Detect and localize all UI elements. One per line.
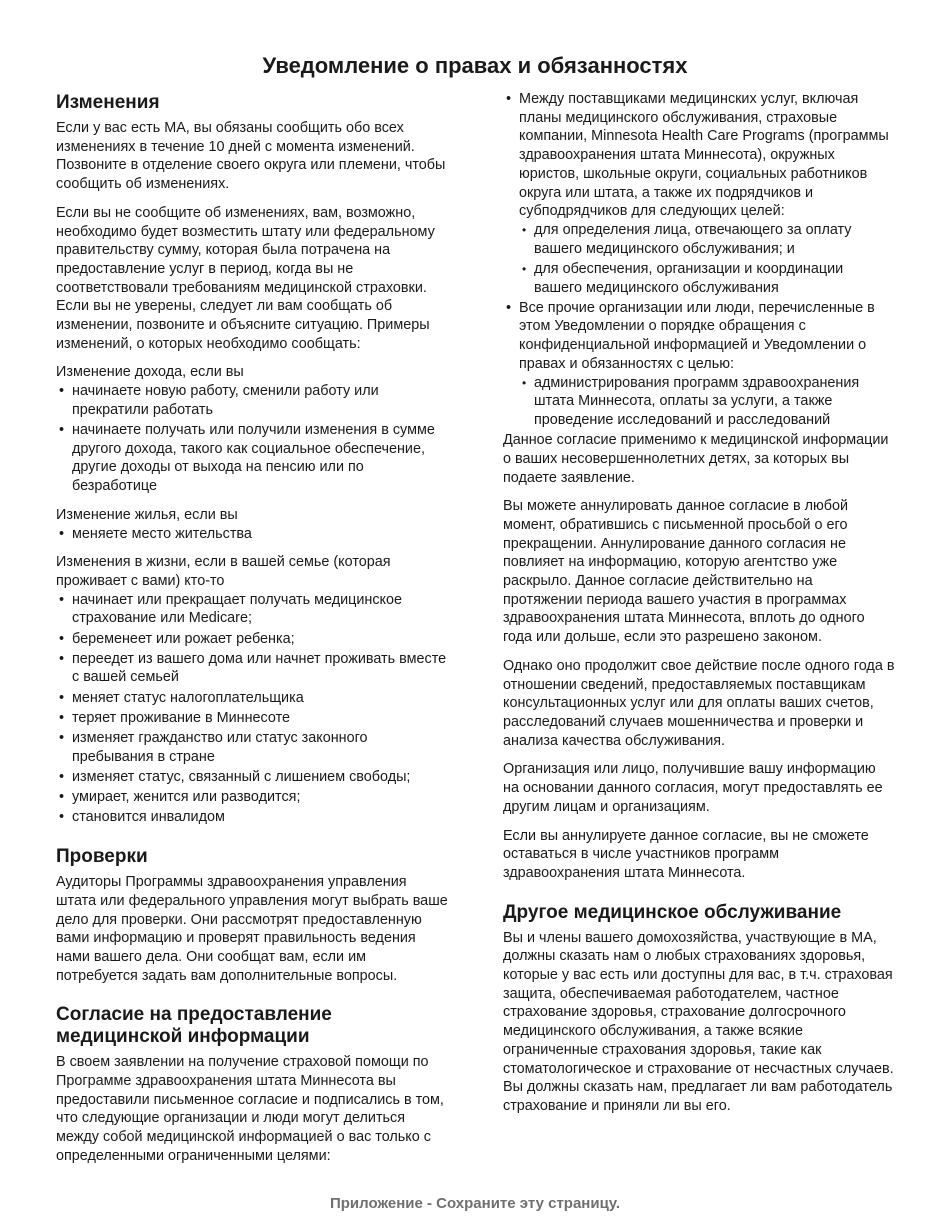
footer-note: Приложение - Сохраните эту страницу. — [329, 1195, 620, 1212]
income-list — [56, 382, 448, 496]
list-item: • начинает или прекращает получать медицинское страхование или Medicare; — [56, 591, 448, 628]
consent-continue-paragraph: Однако оно продолжит свое действие после одного года в отношении сведений, предоставляемых поставщикам консультационных услуг или для оплаты ваших счетов, расследований случаев мошенничества и проверки и анализа качества обслуживания. — [503, 657, 895, 749]
list-item — [503, 90, 895, 297]
changes-paragraph-1: Если у вас есть МА, вы обязаны сообщить обо всех изменениях в течение 10 дней с момента изменений. Позвоните в отделение своего округа или племени, чтобы сообщить об изменениях. — [56, 120, 446, 193]
right-column — [503, 90, 895, 1126]
sub-list-item: • для определения лица, отвечающего за оплату вашего медицинского обслуживания; и — [519, 221, 895, 258]
list-item-text: Между поставщиками медицинских услуг, включая планы медицинского обслуживания, страховые компании, Minnesota Health Care Programs (программы здравоохранения штата Миннесота), окружных юристов, школьные округи, социальных работников округа или штата, а также их подрядчиков и субподрядчиков для следующих целей: — [519, 91, 889, 220]
other-coverage-paragraph: Вы и члены вашего домохозяйства, участвующие в МА, должны сказать нам о любых страхованиях здоровья, которые у вас есть или доступны для вас, в т.ч. страховая защита, обеспечиваемая работодателем, частное страхование здоровья, страхование долгосрочного медицинского обслуживания, а также всякие ограниченные страхования здоровья, такие как стоматологическое и страхование от несчастных случаев. Вы должны сказать нам, предлагает ли вам работодатель страхование и приняли ли вы его. — [503, 929, 894, 1114]
consent-cancel-paragraph: Если вы аннулируете данное согласие, вы не сможете оставаться в числе участников программ здравоохранения штата Миннесота. — [503, 827, 869, 881]
list-item: • изменяет гражданство или статус законного пребывания в стране — [56, 729, 448, 766]
consent-heading: Согласие на предоставление медицинской информации — [56, 1004, 332, 1048]
page-title: Уведомление о правах и обязанностях — [262, 53, 688, 78]
list-item: • становится инвалидом — [56, 808, 448, 827]
sub-list-item: • администрирования программ здравоохранения штата Миннесота, оплаты за услуги, а также проведение исследований и расследований — [519, 374, 895, 430]
list-item: • изменяет статус, связанный с лишением свободы; — [56, 768, 448, 787]
sub-list — [519, 221, 895, 297]
life-list — [56, 591, 448, 827]
list-item: • переедет из вашего дома или начнет проживать вместе с вашей семьей — [56, 650, 448, 687]
consent-minors-paragraph: Данное согласие применимо к медицинской информации о ваших несовершеннолетних детях, за которых вы подаете заявление. — [503, 432, 889, 486]
list-item: • теряет проживание в Миннесоте — [56, 709, 448, 728]
life-lead: Изменения в жизни, если в вашей семье (которая проживает с вами) кто-то — [56, 554, 391, 589]
housing-lead: Изменение жилья, если вы — [56, 506, 238, 523]
audits-heading: Проверки — [56, 846, 148, 868]
housing-list — [56, 525, 448, 544]
consent-list — [503, 90, 895, 430]
list-item: • меняет статус налогоплательщика — [56, 689, 448, 708]
left-column — [56, 90, 448, 1176]
list-item: • начинаете получать или получили изменения в сумме другого дохода, такого как социальное обеспечение, другие доходы от выхода на пенсию или по безработице — [56, 421, 448, 496]
consent-revoke-paragraph: Вы можете аннулировать данное согласие в любой момент, обратившись с письменной просьбой о его прекращении. Аннулирование данного согласия не повлияет на информацию, которую агентство уже раскрыло. Данное согласие действительно на протяжении периода вашего участия в программах здравоохранения штата Миннесота, вплоть до одного года или дольше, если это разрешено законом. — [503, 498, 865, 646]
changes-heading: Изменения — [56, 92, 160, 113]
list-item — [503, 299, 895, 430]
list-item-text: Все прочие организации или люди, перечисленные в этом Уведомлении о порядке обращения с конфиденциальной информацией и Уведомлении о правах и обязанностях с целью: — [519, 299, 875, 372]
sub-list — [519, 374, 895, 430]
consent-share-paragraph: Организация или лицо, получившие вашу информацию на основании данного согласия, могут предоставлять ее другим лицам и организациям. — [503, 761, 883, 815]
consent-paragraph: В своем заявлении на получение страховой помощи по Программе здравоохранения штата Миннесота вы предоставили письменное согласие и подписались в том, что следующие организации и люди могут делиться между собой медицинской информацией о вас только с определенными ограниченными целями: — [56, 1054, 444, 1164]
list-item: • меняете место жительства — [56, 525, 448, 544]
list-item: • умирает, женится или разводится; — [56, 788, 448, 807]
sub-list-item: • для обеспечения, организации и координации вашего медицинского обслуживания — [519, 260, 895, 297]
list-item: • начинаете новую работу, сменили работу или прекратили работать — [56, 382, 448, 419]
list-item: • беременеет или рожает ребенка; — [56, 630, 448, 649]
changes-paragraph-2: Если вы не сообщите об изменениях, вам, возможно, необходимо будет возместить штату или федеральному правительству сумму, которая была потрачена на предоставление услуг в период, когда вы не соответствовали требованиям медицинской страховки. Если вы не уверены, следует ли вам сообщать об изменении, позвоните и объясните ситуацию. Примеры изменений, о которых необходимо сообщать: — [56, 204, 435, 352]
audits-paragraph: Аудиторы Программы здравоохранения управления штата или федерального управления могут выбрать ваше дело для проверки. Они рассмотрят предоставленную вами информацию и проверят правильность ведения нами вашего дела. Они сообщат вам, если им потребуется задать вам дополнительные вопросы. — [56, 874, 448, 984]
income-lead: Изменение дохода, если вы — [56, 364, 244, 381]
other-coverage-heading: Другое медицинское обслуживание — [503, 901, 842, 923]
